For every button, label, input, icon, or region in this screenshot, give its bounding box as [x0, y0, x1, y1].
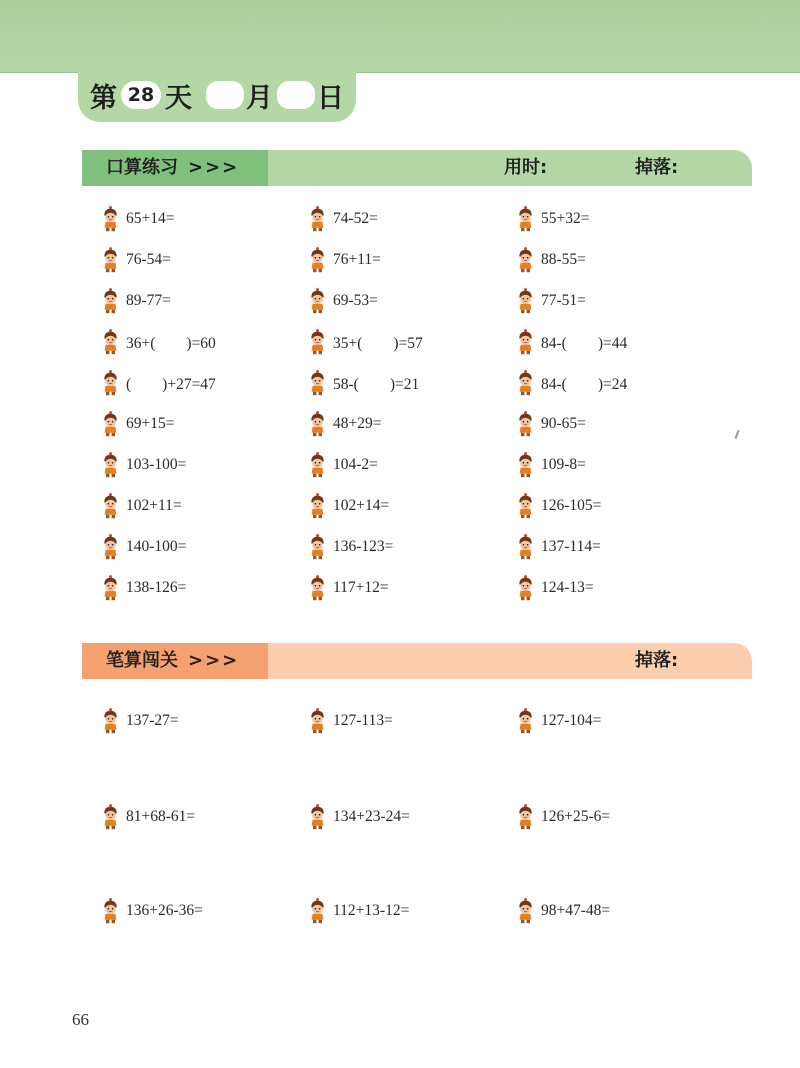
- oral-problem: [102, 288, 171, 314]
- cartoon-kid-icon: [517, 206, 534, 232]
- oral-problem: [309, 247, 381, 273]
- cartoon-kid-icon: [517, 493, 534, 519]
- written-problem: [309, 804, 410, 830]
- written-problem: [102, 898, 203, 924]
- problem-text: 138-126=: [126, 579, 187, 596]
- problem-text: 65+14=: [126, 210, 175, 227]
- problem-text: 98+47-48=: [541, 902, 611, 919]
- cartoon-kid-icon: [102, 898, 119, 924]
- cartoon-kid-icon: [517, 247, 534, 273]
- problem-text: 112+13-12=: [333, 902, 410, 919]
- cartoon-kid-icon: [102, 575, 119, 601]
- day-date-tab: [78, 68, 356, 122]
- oral-problem: [517, 411, 586, 437]
- oral-problem: [309, 493, 389, 519]
- cartoon-kid-icon: [309, 411, 326, 437]
- oral-problem: [309, 206, 378, 232]
- cartoon-kid-icon: [102, 804, 119, 830]
- written-calc-header: [82, 643, 752, 679]
- problem-text: 74-52=: [333, 210, 378, 227]
- cartoon-kid-icon: [102, 411, 119, 437]
- oral-practice-header: [82, 150, 752, 186]
- written-calc-arrows: >>>: [188, 650, 240, 671]
- problem-text: 88-55=: [541, 251, 586, 268]
- oral-problem: [517, 288, 586, 314]
- oral-problem: [517, 575, 594, 601]
- problem-text: 103-100=: [126, 456, 187, 473]
- problem-text: 117+12=: [333, 579, 389, 596]
- problem-text: 137-114=: [541, 538, 601, 555]
- oral-problem: [309, 370, 419, 396]
- month-blank[interactable]: [206, 81, 244, 109]
- problem-text: 89-77=: [126, 292, 171, 309]
- problem-text: 35+( )=57: [333, 335, 423, 352]
- top-decorative-band: [0, 0, 800, 73]
- cartoon-kid-icon: [309, 708, 326, 734]
- problem-text: 55+32=: [541, 210, 590, 227]
- oral-problem: [517, 206, 589, 232]
- problem-text: 76-54=: [126, 251, 171, 268]
- problem-text: 84-( )=44: [541, 335, 628, 352]
- problem-text: ( )+27=47: [126, 376, 216, 393]
- month-label: 月: [246, 82, 273, 114]
- problem-text: 84-( )=24: [541, 376, 628, 393]
- problem-text: 127-104=: [541, 712, 602, 729]
- problem-text: 136-123=: [333, 538, 394, 555]
- problem-text: 124-13=: [541, 579, 594, 596]
- oral-practice-title: 口算练习: [106, 157, 178, 178]
- cartoon-kid-icon: [517, 452, 534, 478]
- written-problem: [102, 708, 179, 734]
- problem-text: 134+23-24=: [333, 808, 410, 825]
- date-label: 日: [317, 82, 344, 114]
- problem-text: 90-65=: [541, 415, 586, 432]
- problem-text: 109-8=: [541, 456, 586, 473]
- cartoon-kid-icon: [102, 370, 119, 396]
- problem-text: 140-100=: [126, 538, 187, 555]
- cartoon-kid-icon: [309, 804, 326, 830]
- cartoon-kid-icon: [517, 804, 534, 830]
- cartoon-kid-icon: [309, 206, 326, 232]
- problem-text: 36+( )=60: [126, 335, 216, 352]
- cartoon-kid-icon: [309, 452, 326, 478]
- cartoon-kid-icon: [517, 708, 534, 734]
- oral-problem: [102, 534, 186, 560]
- problem-text: 126-105=: [541, 497, 602, 514]
- oral-problem: [309, 329, 423, 355]
- cartoon-kid-icon: [309, 493, 326, 519]
- oral-problem: [517, 329, 627, 355]
- problem-text: 48+29=: [333, 415, 382, 432]
- written-problem: [102, 804, 195, 830]
- oral-problem: [102, 370, 216, 396]
- cartoon-kid-icon: [102, 329, 119, 355]
- oral-problem: [517, 247, 586, 273]
- written-problem: [309, 708, 393, 734]
- written-problem: [517, 708, 601, 734]
- cartoon-kid-icon: [309, 288, 326, 314]
- time-used-label: 用时:: [504, 157, 548, 178]
- oral-practice-label-block: [82, 150, 268, 186]
- cartoon-kid-icon: [309, 534, 326, 560]
- day-number-badge: 28: [121, 81, 161, 109]
- oral-problem: [102, 206, 174, 232]
- problem-text: 137-27=: [126, 712, 179, 729]
- oral-problem: [517, 493, 601, 519]
- oral-problem: [517, 534, 601, 560]
- oral-problem: [309, 534, 393, 560]
- day-suffix: 天: [165, 82, 192, 114]
- problem-text: 76+11=: [333, 251, 381, 268]
- cartoon-kid-icon: [102, 708, 119, 734]
- problem-text: 77-51=: [541, 292, 586, 309]
- oral-problem: [309, 288, 378, 314]
- cartoon-kid-icon: [517, 370, 534, 396]
- cartoon-kid-icon: [517, 329, 534, 355]
- oral-problem: [309, 411, 381, 437]
- oral-problem: [517, 370, 627, 396]
- written-calc-title: 笔算闯关: [106, 650, 178, 671]
- problem-text: 69+15=: [126, 415, 175, 432]
- cartoon-kid-icon: [309, 575, 326, 601]
- problem-text: 102+14=: [333, 497, 390, 514]
- cartoon-kid-icon: [309, 329, 326, 355]
- written-problem: [309, 898, 409, 924]
- problem-text: 136+26-36=: [126, 902, 203, 919]
- oral-drop-label: 掉落:: [635, 157, 679, 178]
- problem-text: 126+25-6=: [541, 808, 611, 825]
- oral-problem: [102, 329, 216, 355]
- oral-problem: [102, 452, 186, 478]
- oral-problem: [309, 575, 389, 601]
- cartoon-kid-icon: [517, 411, 534, 437]
- problem-text: 69-53=: [333, 292, 378, 309]
- oral-problem: [102, 411, 174, 437]
- oral-problem: [102, 575, 186, 601]
- problem-text: 127-113=: [333, 712, 393, 729]
- cartoon-kid-icon: [102, 534, 119, 560]
- oral-practice-arrows: >>>: [188, 157, 240, 178]
- cartoon-kid-icon: [517, 575, 534, 601]
- date-blank[interactable]: [277, 81, 315, 109]
- written-problem: [517, 804, 610, 830]
- cartoon-kid-icon: [309, 898, 326, 924]
- written-calc-label-block: [82, 643, 268, 679]
- cartoon-kid-icon: [517, 288, 534, 314]
- cartoon-kid-icon: [102, 452, 119, 478]
- cartoon-kid-icon: [102, 288, 119, 314]
- cartoon-kid-icon: [102, 247, 119, 273]
- cartoon-kid-icon: [102, 206, 119, 232]
- oral-problem: [102, 493, 182, 519]
- cartoon-kid-icon: [102, 493, 119, 519]
- cartoon-kid-icon: [309, 370, 326, 396]
- cartoon-kid-icon: [517, 898, 534, 924]
- page-number: 66: [72, 1010, 89, 1029]
- oral-problem: [517, 452, 586, 478]
- scan-speck: [735, 430, 740, 439]
- written-problem: [517, 898, 610, 924]
- problem-text: 104-2=: [333, 456, 378, 473]
- written-drop-label: 掉落:: [635, 650, 679, 671]
- day-prefix: 第: [90, 82, 117, 114]
- cartoon-kid-icon: [517, 534, 534, 560]
- oral-problem: [309, 452, 378, 478]
- oral-problem: [102, 247, 171, 273]
- problem-text: 102+11=: [126, 497, 182, 514]
- cartoon-kid-icon: [309, 247, 326, 273]
- problem-text: 81+68-61=: [126, 808, 196, 825]
- problem-text: 58-( )=21: [333, 376, 420, 393]
